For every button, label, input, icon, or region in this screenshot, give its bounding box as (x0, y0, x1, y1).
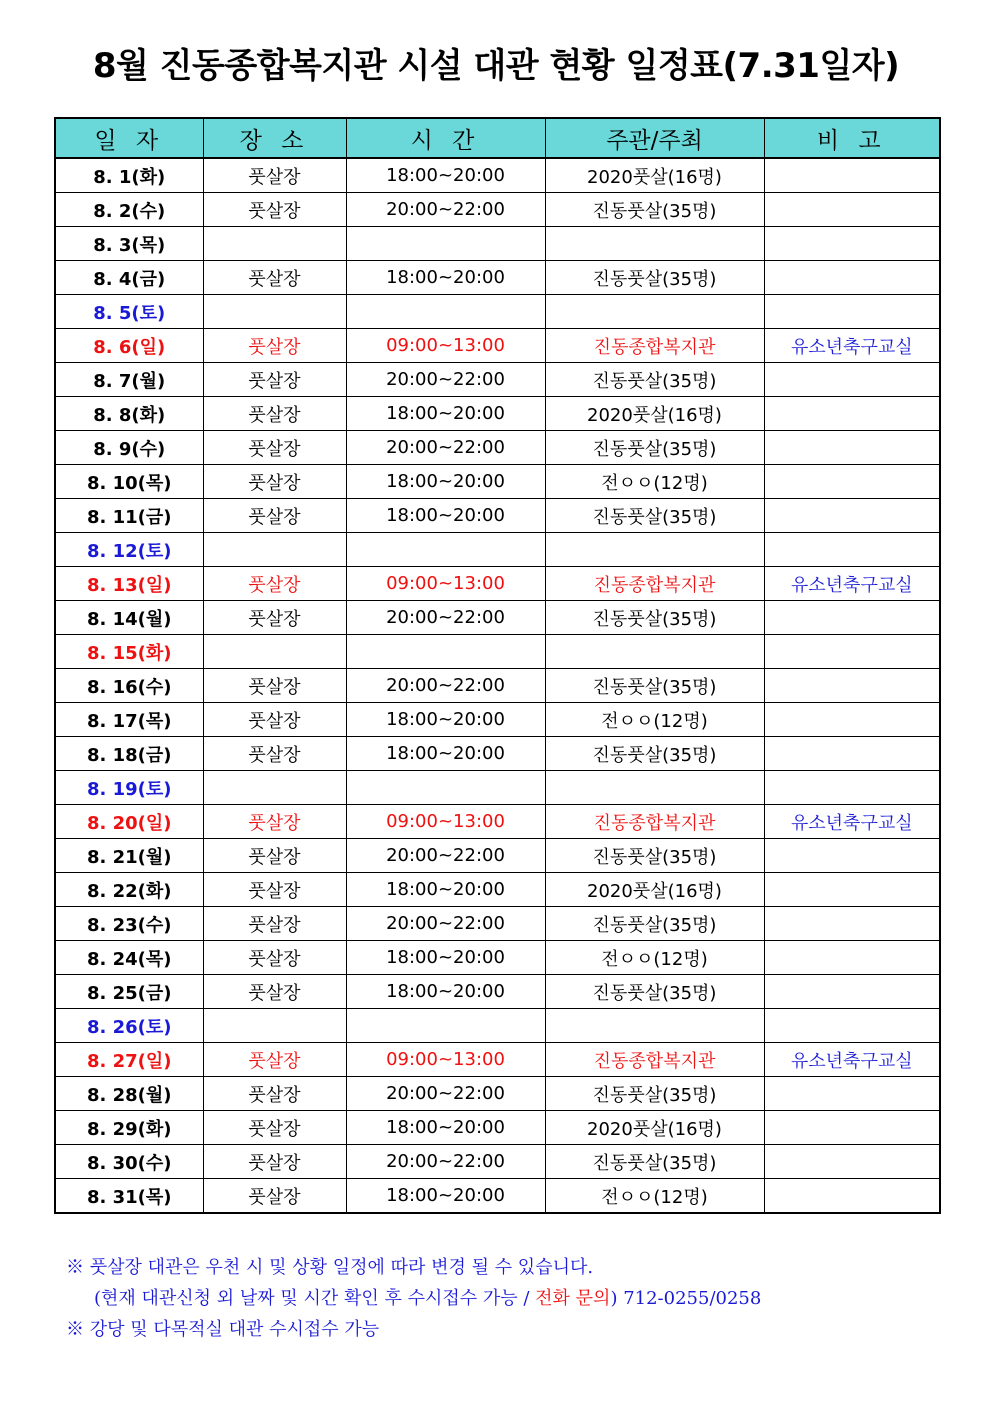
cell-time: 18:00~20:00 (346, 158, 545, 193)
table-row (55, 261, 940, 295)
table-row (55, 1043, 940, 1077)
cell-host (545, 533, 764, 567)
table-row (55, 703, 940, 737)
cell-place: 풋살장 (203, 1145, 346, 1179)
cell-host (545, 1009, 764, 1043)
cell-host: 진동풋살(35명) (545, 431, 764, 465)
table-row (55, 907, 940, 941)
cell-date: 8. 12(토) (55, 533, 203, 567)
table-row (55, 329, 940, 363)
cell-host: 진동풋살(35명) (545, 669, 764, 703)
table-row (55, 567, 940, 601)
header-note: 비 고 (764, 118, 940, 158)
cell-note: 유소년축구교실 (764, 567, 940, 601)
notes (66, 1252, 946, 1345)
table-row (55, 1009, 940, 1043)
cell-time: 20:00~22:00 (346, 1077, 545, 1111)
cell-date: 8. 14(월) (55, 601, 203, 635)
cell-host: 진동풋살(35명) (545, 839, 764, 873)
table-row (55, 1111, 940, 1145)
cell-date: 8. 7(월) (55, 363, 203, 397)
cell-place: 풋살장 (203, 329, 346, 363)
cell-note (764, 465, 940, 499)
cell-date: 8. 1(화) (55, 158, 203, 193)
cell-place: 풋살장 (203, 1043, 346, 1077)
cell-place: 풋살장 (203, 737, 346, 771)
cell-place: 풋살장 (203, 703, 346, 737)
table-row (55, 431, 940, 465)
table-row (55, 158, 940, 193)
cell-place: 풋살장 (203, 601, 346, 635)
cell-time: 18:00~20:00 (346, 703, 545, 737)
table-row (55, 1179, 940, 1214)
cell-date: 8. 11(금) (55, 499, 203, 533)
table-row (55, 771, 940, 805)
cell-note: 유소년축구교실 (764, 805, 940, 839)
cell-note (764, 1111, 940, 1145)
cell-time (346, 533, 545, 567)
cell-time (346, 295, 545, 329)
header-time: 시 간 (346, 118, 545, 158)
cell-time: 20:00~22:00 (346, 839, 545, 873)
table-row (55, 635, 940, 669)
header-date: 일 자 (55, 118, 203, 158)
cell-note (764, 227, 940, 261)
cell-date: 8. 19(토) (55, 771, 203, 805)
cell-date: 8. 3(목) (55, 227, 203, 261)
cell-time: 18:00~20:00 (346, 873, 545, 907)
cell-time: 18:00~20:00 (346, 261, 545, 295)
cell-place: 풋살장 (203, 1077, 346, 1111)
cell-note: 유소년축구교실 (764, 329, 940, 363)
cell-place: 풋살장 (203, 1111, 346, 1145)
note-line-1: ※ 풋살장 대관은 우천 시 및 상황 일정에 따라 변경 될 수 있습니다. (66, 1257, 594, 1278)
cell-place: 풋살장 (203, 193, 346, 227)
cell-date: 8. 6(일) (55, 329, 203, 363)
cell-date: 8. 22(화) (55, 873, 203, 907)
cell-host: 진동풋살(35명) (545, 601, 764, 635)
cell-host: 진동종합복지관 (545, 1043, 764, 1077)
cell-time: 20:00~22:00 (346, 431, 545, 465)
cell-note (764, 1077, 940, 1111)
cell-place: 풋살장 (203, 397, 346, 431)
cell-note (764, 397, 940, 431)
header-host: 주관/주최 (545, 118, 764, 158)
cell-time: 18:00~20:00 (346, 737, 545, 771)
cell-note (764, 295, 940, 329)
table-row (55, 601, 940, 635)
cell-date: 8. 10(목) (55, 465, 203, 499)
cell-time: 20:00~22:00 (346, 669, 545, 703)
table-row (55, 941, 940, 975)
cell-note (764, 669, 940, 703)
cell-host: 전ㅇㅇ(12명) (545, 1179, 764, 1214)
header-place: 장 소 (203, 118, 346, 158)
cell-note (764, 737, 940, 771)
cell-note (764, 873, 940, 907)
cell-host: 2020풋살(16명) (545, 158, 764, 193)
cell-host: 전ㅇㅇ(12명) (545, 465, 764, 499)
cell-date: 8. 16(수) (55, 669, 203, 703)
cell-host: 진동풋살(35명) (545, 261, 764, 295)
cell-place (203, 771, 346, 805)
cell-host: 진동풋살(35명) (545, 907, 764, 941)
cell-host: 전ㅇㅇ(12명) (545, 941, 764, 975)
note-line-2-a: (현재 대관신청 외 날짜 및 시간 확인 후 수시접수 가능 / (94, 1288, 536, 1309)
cell-time: 18:00~20:00 (346, 499, 545, 533)
table-row (55, 363, 940, 397)
cell-date: 8. 29(화) (55, 1111, 203, 1145)
cell-host: 진동풋살(35명) (545, 737, 764, 771)
cell-note (764, 635, 940, 669)
cell-place: 풋살장 (203, 1179, 346, 1214)
table-row (55, 397, 940, 431)
cell-date: 8. 8(화) (55, 397, 203, 431)
cell-host: 진동풋살(35명) (545, 1077, 764, 1111)
cell-date: 8. 4(금) (55, 261, 203, 295)
cell-note (764, 703, 940, 737)
note-line-2 (66, 1283, 946, 1314)
cell-place: 풋살장 (203, 907, 346, 941)
table-row (55, 499, 940, 533)
cell-note (764, 158, 940, 193)
cell-place: 풋살장 (203, 805, 346, 839)
cell-place: 풋살장 (203, 941, 346, 975)
cell-host: 진동종합복지관 (545, 805, 764, 839)
cell-host: 진동종합복지관 (545, 329, 764, 363)
cell-time: 09:00~13:00 (346, 329, 545, 363)
cell-note (764, 771, 940, 805)
cell-date: 8. 18(금) (55, 737, 203, 771)
table-row (55, 227, 940, 261)
cell-note (764, 533, 940, 567)
cell-time: 20:00~22:00 (346, 363, 545, 397)
cell-time: 09:00~13:00 (346, 805, 545, 839)
cell-time: 09:00~13:00 (346, 567, 545, 601)
cell-note (764, 839, 940, 873)
table-row (55, 873, 940, 907)
cell-date: 8. 21(월) (55, 839, 203, 873)
table-row (55, 737, 940, 771)
cell-place (203, 1009, 346, 1043)
cell-date: 8. 5(토) (55, 295, 203, 329)
page-title: 8월 진동종합복지관 시설 대관 현황 일정표(7.31일자) (92, 46, 900, 86)
cell-place: 풋살장 (203, 567, 346, 601)
note-line-3: ※ 강당 및 다목적실 대관 수시접수 가능 (66, 1319, 380, 1340)
cell-time: 18:00~20:00 (346, 465, 545, 499)
cell-time: 18:00~20:00 (346, 1111, 545, 1145)
cell-place: 풋살장 (203, 431, 346, 465)
table-row (55, 465, 940, 499)
cell-place (203, 533, 346, 567)
table-row (55, 295, 940, 329)
cell-note (764, 601, 940, 635)
cell-note (764, 1179, 940, 1214)
cell-place: 풋살장 (203, 363, 346, 397)
cell-date: 8. 24(목) (55, 941, 203, 975)
cell-date: 8. 2(수) (55, 193, 203, 227)
cell-time (346, 1009, 545, 1043)
cell-time: 09:00~13:00 (346, 1043, 545, 1077)
cell-host: 2020풋살(16명) (545, 1111, 764, 1145)
table-row (55, 805, 940, 839)
cell-host: 진동풋살(35명) (545, 363, 764, 397)
cell-place: 풋살장 (203, 261, 346, 295)
cell-place: 풋살장 (203, 839, 346, 873)
cell-host (545, 635, 764, 669)
cell-time (346, 771, 545, 805)
cell-date: 8. 25(금) (55, 975, 203, 1009)
table-row (55, 193, 940, 227)
cell-time: 20:00~22:00 (346, 193, 545, 227)
cell-host: 진동풋살(35명) (545, 499, 764, 533)
cell-note (764, 261, 940, 295)
cell-note (764, 1145, 940, 1179)
cell-time: 18:00~20:00 (346, 1179, 545, 1214)
cell-host (545, 771, 764, 805)
cell-place: 풋살장 (203, 873, 346, 907)
cell-place: 풋살장 (203, 669, 346, 703)
cell-place: 풋살장 (203, 465, 346, 499)
cell-date: 8. 26(토) (55, 1009, 203, 1043)
table-row (55, 975, 940, 1009)
cell-time (346, 227, 545, 261)
cell-date: 8. 23(수) (55, 907, 203, 941)
cell-host: 2020풋살(16명) (545, 397, 764, 431)
cell-time: 20:00~22:00 (346, 601, 545, 635)
table-row (55, 839, 940, 873)
table-row (55, 533, 940, 567)
cell-host (545, 227, 764, 261)
cell-host: 진동종합복지관 (545, 567, 764, 601)
cell-host: 진동풋살(35명) (545, 975, 764, 1009)
cell-place: 풋살장 (203, 499, 346, 533)
cell-date: 8. 9(수) (55, 431, 203, 465)
cell-date: 8. 30(수) (55, 1145, 203, 1179)
note-line-2-b: ) 712-0255/0258 (610, 1288, 762, 1309)
table-row (55, 1077, 940, 1111)
cell-place (203, 227, 346, 261)
cell-time: 18:00~20:00 (346, 975, 545, 1009)
cell-place: 풋살장 (203, 975, 346, 1009)
cell-date: 8. 17(목) (55, 703, 203, 737)
cell-place: 풋살장 (203, 158, 346, 193)
cell-host: 진동풋살(35명) (545, 193, 764, 227)
cell-host: 2020풋살(16명) (545, 873, 764, 907)
cell-note (764, 431, 940, 465)
cell-time (346, 635, 545, 669)
cell-time: 18:00~20:00 (346, 941, 545, 975)
table-row (55, 669, 940, 703)
cell-note (764, 1009, 940, 1043)
cell-date: 8. 20(일) (55, 805, 203, 839)
cell-place (203, 295, 346, 329)
cell-note (764, 193, 940, 227)
cell-time: 20:00~22:00 (346, 907, 545, 941)
cell-time: 18:00~20:00 (346, 397, 545, 431)
cell-host: 전ㅇㅇ(12명) (545, 703, 764, 737)
cell-note (764, 499, 940, 533)
cell-note (764, 907, 940, 941)
cell-note: 유소년축구교실 (764, 1043, 940, 1077)
cell-note (764, 975, 940, 1009)
cell-date: 8. 28(월) (55, 1077, 203, 1111)
cell-time: 20:00~22:00 (346, 1145, 545, 1179)
cell-date: 8. 15(화) (55, 635, 203, 669)
cell-place (203, 635, 346, 669)
schedule-rows (55, 158, 940, 1213)
schedule-table (54, 117, 941, 1214)
header-row (55, 118, 940, 158)
cell-note (764, 941, 940, 975)
table-row (55, 1145, 940, 1179)
cell-date: 8. 13(일) (55, 567, 203, 601)
cell-host (545, 295, 764, 329)
cell-date: 8. 31(목) (55, 1179, 203, 1214)
cell-note (764, 363, 940, 397)
cell-host: 진동풋살(35명) (545, 1145, 764, 1179)
cell-date: 8. 27(일) (55, 1043, 203, 1077)
note-line-2-red: 전화 문의 (535, 1288, 611, 1309)
